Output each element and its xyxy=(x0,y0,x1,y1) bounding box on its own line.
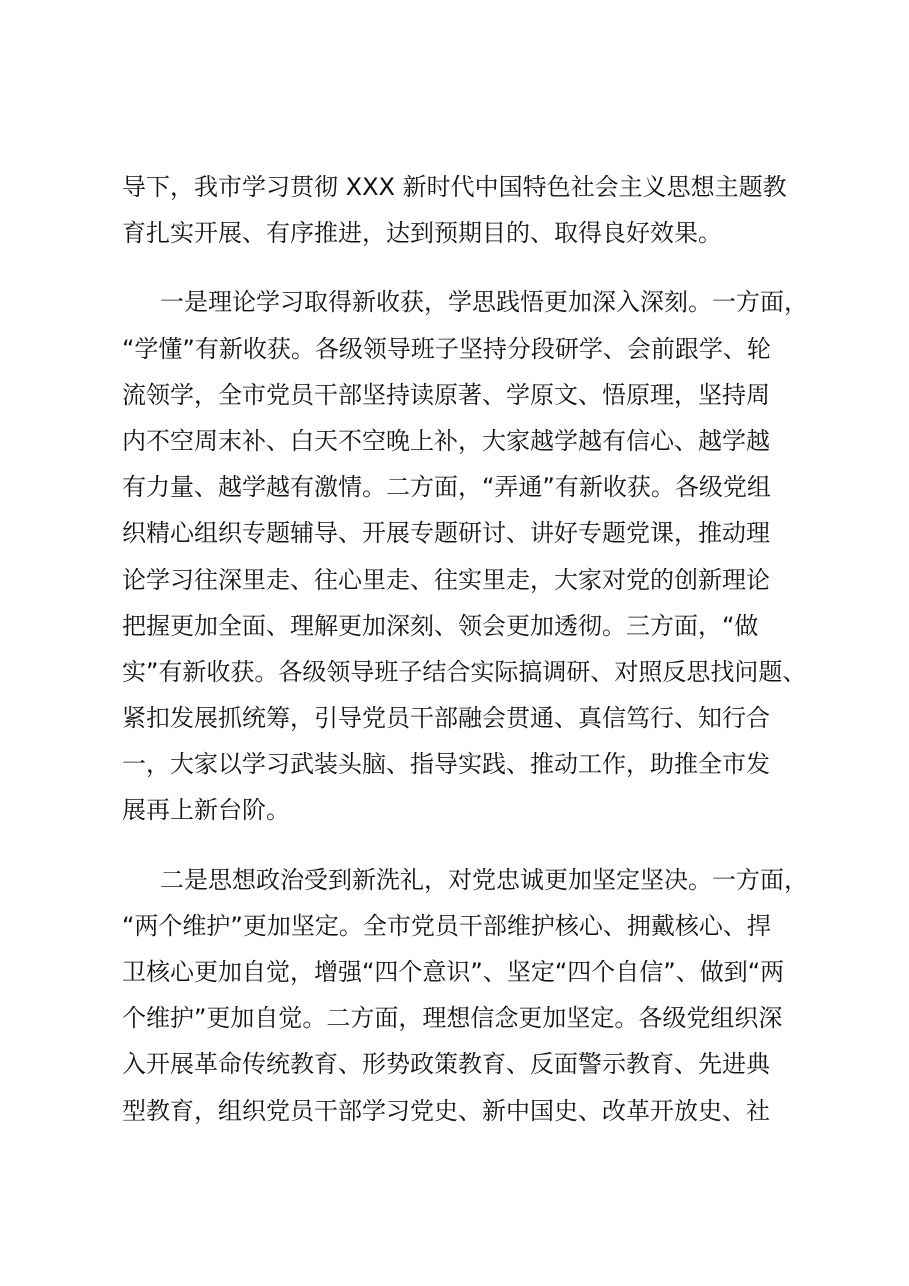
paragraph-3 xyxy=(122,857,816,1134)
text-line-indented: 二是思想政治受到新洗礼，对党忠诚更加坚定坚决。一方面， xyxy=(160,865,808,894)
text-line: “学懂”有新收获。各级领导班子坚持分段研学、会前跟学、轮 xyxy=(122,334,771,363)
text-line: “两个维护”更加坚定。全市党员干部维护核心、拥戴核心、捍 xyxy=(122,911,771,940)
text-line: 论学习往深里走、往心里走、往实里走，大家对党的创新理论 xyxy=(122,565,770,594)
document-body xyxy=(122,164,816,1134)
text-line: 有力量、越学越有激情。二方面，“弄通”有新收获。各级党组 xyxy=(122,473,771,502)
text-line: 展再上新台阶。 xyxy=(122,796,290,825)
text-line: 一，大家以学习武装头脑、指导实践、推动工作，助推全市发 xyxy=(122,750,770,779)
paragraph-gap xyxy=(122,834,816,857)
paragraph-1 xyxy=(122,164,816,256)
paragraph-gap xyxy=(122,256,816,279)
text-line: 实”有新收获。各级领导班子结合实际搞调研、对照反思找问题、 xyxy=(122,657,807,686)
text-line: 织精心组织专题辅导、开展专题研讨、讲好专题党课，推动理 xyxy=(122,519,770,548)
text-line: 紧扣发展抓统筹，引导党员干部融会贯通、真信笃行、知行合 xyxy=(122,704,770,733)
text-line: 内不空周末补、白天不空晚上补，大家越学越有信心、越学越 xyxy=(122,426,770,455)
text-line: 型教育，组织党员干部学习党史、新中国史、改革开放史、社 xyxy=(122,1096,770,1125)
text-line-indented: 一是理论学习取得新收获，学思践悟更加深入深刻。一方面， xyxy=(160,288,808,317)
text-line: 卫核心更加自觉，增强“四个意识”、坚定“四个自信”、做到“两 xyxy=(122,958,785,986)
text-line: 流领学，全市党员干部坚持读原著、学原文、悟原理，坚持周 xyxy=(122,380,770,409)
text-line: 入开展革命传统教育、形势政策教育、反面警示教育、先进典 xyxy=(122,1050,770,1079)
text-line: 导下，我市学习贯彻 XXX 新时代中国特色社会主义思想主题教 xyxy=(122,173,787,201)
text-line: 个维护”更加自觉。二方面，理想信念更加坚定。各级党组织深 xyxy=(122,1004,783,1033)
text-line: 育扎实开展、有序推进，达到预期目的、取得良好效果。 xyxy=(122,219,722,248)
paragraph-2 xyxy=(122,279,816,833)
text-line: 把握更加全面、理解更加深刻、领会更加透彻。三方面，“做 xyxy=(122,611,759,640)
